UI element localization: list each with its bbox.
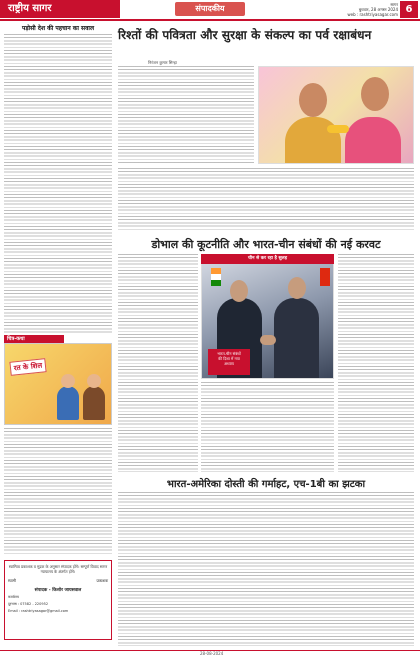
section-label: संपादकीय	[175, 2, 245, 16]
text-lines	[118, 492, 414, 646]
cartoon-panel	[4, 343, 112, 425]
publisher-label: प्रकाशक	[96, 578, 108, 583]
text-lines	[4, 34, 112, 334]
lead-headline: रिश्तों की पवित्रता और सुरक्षा के संकल्प का पर्व रक्षाबंधन	[118, 28, 372, 42]
person-right-head	[288, 277, 306, 299]
second-body-right	[338, 254, 414, 472]
cartoon-head-right	[87, 374, 101, 388]
info-pair	[8, 578, 108, 584]
publisher-info-box	[4, 560, 112, 640]
photo-caption-banner: चीन से कर रहा है सुलह	[201, 254, 334, 264]
cartoon-figure-right	[83, 386, 105, 420]
lead-byline: निरंजन कुमार सिन्हा	[148, 60, 177, 65]
second-body-left	[118, 254, 198, 472]
boy-head	[299, 83, 327, 117]
left-column	[4, 24, 112, 334]
page-number: 6	[400, 1, 418, 18]
info-note: स्वामित्व प्रकाशक व मुद्रक के अनुसार संपादक होंगे। सम्पूर्ण विवाद सागर न्यायालय के अंतर्गत होंगे।	[8, 564, 108, 574]
page-info	[347, 2, 398, 17]
text-lines	[201, 382, 334, 472]
third-headline: भारत-अमेरिका दोस्ती की गर्माहट, एच-1बी का झटका	[166, 479, 366, 490]
phone-line: दूरभाष : 07582 - 220952	[8, 602, 49, 606]
photo-badge-line: अध्याय	[224, 361, 234, 366]
second-body-under-photo	[201, 382, 334, 472]
third-body	[118, 492, 414, 646]
masthead-rule	[0, 19, 420, 21]
text-lines	[338, 254, 414, 472]
person-right-figure	[274, 298, 319, 378]
newspaper-brand[interactable]: राष्ट्रीय सागर	[0, 0, 120, 18]
china-flag-icon	[320, 268, 330, 286]
cartoon-head-left	[61, 374, 75, 388]
editor-role: संपादक - किशोर जायसवाल	[34, 588, 82, 593]
page-info-line: web : rashtriyasagar.com	[347, 12, 398, 17]
email-line[interactable]: Email : rashtriyasagar@gmail.com	[8, 609, 69, 613]
photo-badge-line: की दिशा में नया	[218, 356, 240, 361]
cartoon-banner: रत के शिल	[9, 358, 46, 376]
text-lines	[118, 254, 198, 472]
left-article-title: पड़ोसी देश की पहचान का सवाल	[21, 25, 95, 32]
person-left-head	[230, 280, 248, 302]
cartoon-title: चित्र-कथा	[4, 335, 64, 344]
left-article-body	[4, 34, 112, 334]
lead-body-left	[118, 66, 254, 164]
india-flag-icon	[211, 268, 221, 286]
photo-badge-line: भारत-चीन संबंधों	[217, 351, 241, 356]
handshake	[260, 335, 276, 345]
text-lines	[4, 428, 112, 556]
photo-badge	[208, 349, 250, 375]
page-info-line: सागर	[390, 2, 398, 7]
girl-figure	[345, 117, 401, 163]
owner-label: स्वामी	[8, 578, 16, 583]
boy-figure	[285, 117, 341, 163]
lead-body-bottom	[118, 168, 414, 232]
pooja-thali	[327, 125, 349, 133]
text-lines	[118, 66, 254, 164]
girl-head	[361, 77, 389, 111]
office-label: कार्यालय	[8, 595, 19, 599]
cartoon-figure-left	[57, 386, 79, 420]
footer-date: 28-08-2024	[200, 651, 224, 656]
second-headline: डोभाल की कूटनीति और भारत-चीन संबंधों की नई करवट	[151, 238, 381, 251]
left-lower-body	[4, 428, 112, 556]
text-lines	[118, 168, 414, 232]
page-info-line: बुधवार, 28 अगस्त 2024	[358, 7, 398, 12]
rakhi-photo	[258, 66, 414, 164]
